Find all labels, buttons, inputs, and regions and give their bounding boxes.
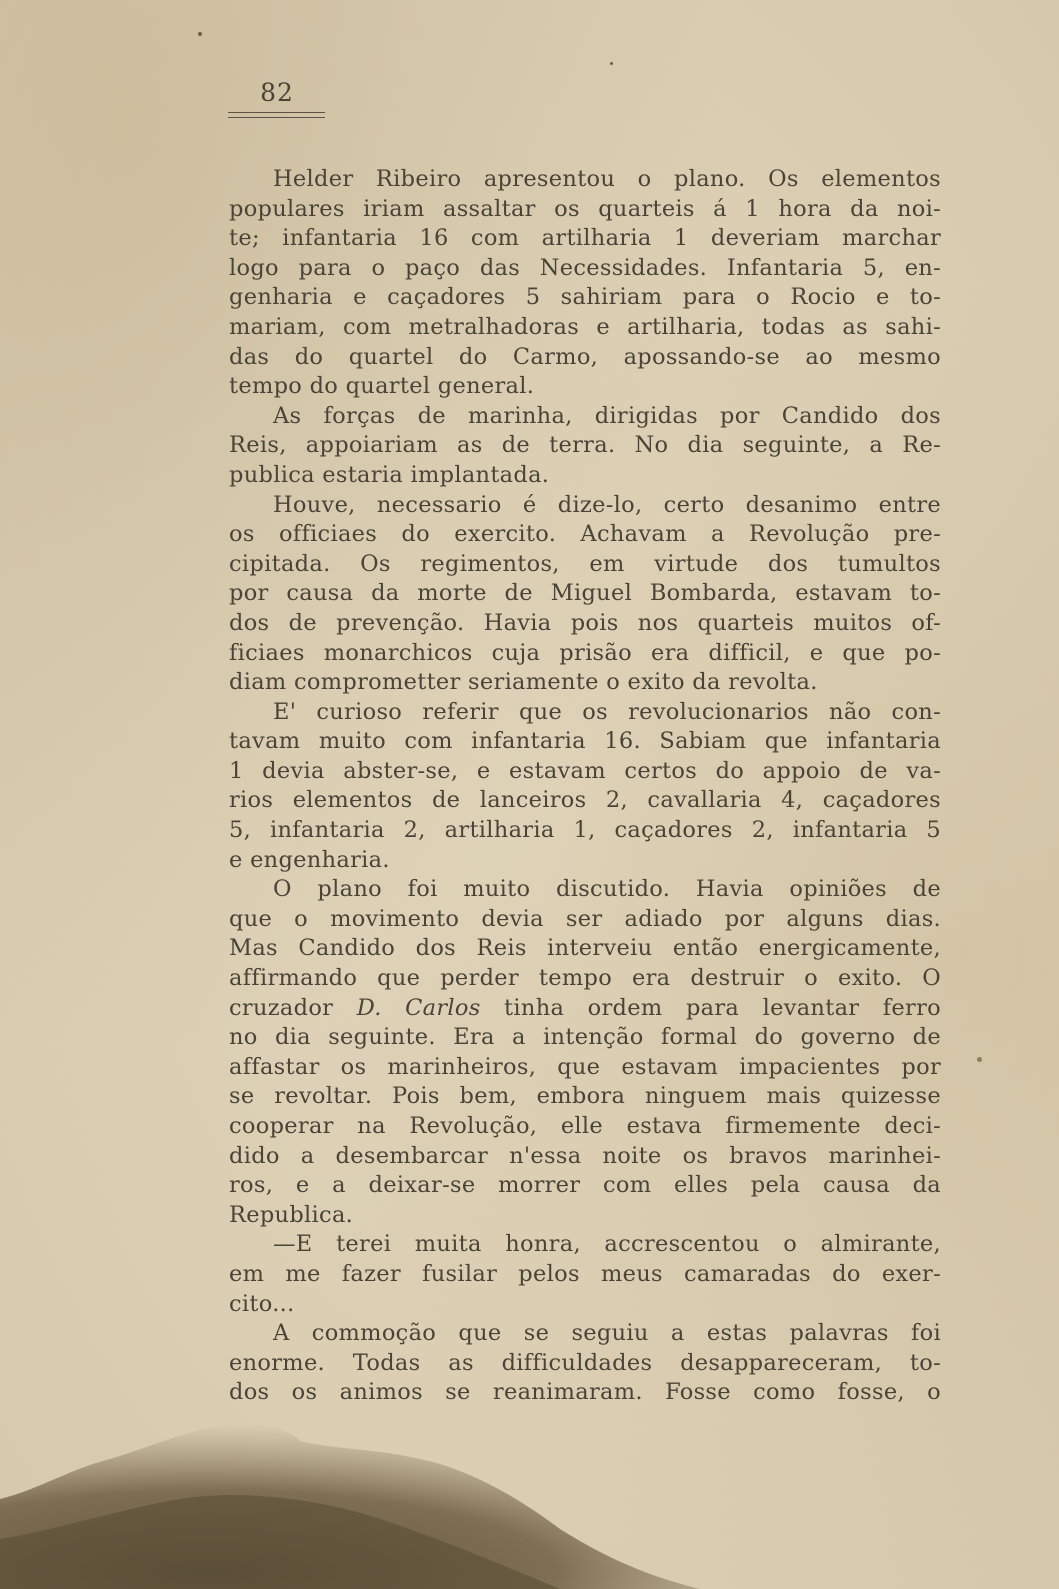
text-line: 1 devia abster-se, e estavam certos do appoio de va- <box>229 757 941 784</box>
text-line: dido a desembarcar n'essa noite os bravos marinhei- <box>229 1142 941 1169</box>
text-line: genharia e caçadores 5 sahiriam para o Rocio e to- <box>229 284 941 311</box>
text-line: tempo do quartel general. <box>229 373 535 400</box>
text-line: logo para o paço das Necessidades. Infantaria 5, en- <box>229 254 941 281</box>
text-line <box>229 994 941 1024</box>
ink-speck <box>977 1057 982 1062</box>
text-line: cito... <box>229 1290 295 1317</box>
text-line: cooperar na Revolução, elle estava firmemente deci- <box>229 1113 941 1139</box>
text-line: enorme. Todas as difficuldades desappareceram, to- <box>229 1349 941 1376</box>
text-line: que o movimento devia ser adiado por alguns dias. <box>229 905 941 932</box>
text-line: affirmando que perder tempo era destruir o exito. O <box>229 965 941 992</box>
text-line: Reis, appoiariam as de terra. No dia seguinte, a Re- <box>229 432 941 459</box>
ink-speck <box>198 32 202 36</box>
text-line: se revoltar. Pois bem, embora ninguem mais quizesse <box>229 1083 941 1110</box>
water-stain <box>0 1389 700 1589</box>
text-line: publica estaria implantada. <box>229 461 550 488</box>
text-line: Houve, necessario é dize-lo, certo desanimo entre <box>273 491 941 518</box>
text-line: em me fazer fusilar pelos meus camaradas do exer- <box>229 1260 941 1287</box>
ship-name: D. Carlos <box>356 994 481 1021</box>
text-line: Helder Ribeiro apresentou o plano. Os elementos <box>273 166 941 192</box>
text-line-segment: tinha ordem para levantar ferro <box>480 994 941 1021</box>
text-line: dos de prevenção. Havia pois nos quarteis muitos of- <box>229 609 941 636</box>
text-line: rios elementos de lanceiros 2, cavallaria 4, caçadores <box>229 787 941 814</box>
text-line: Mas Candido dos Reis interveiu então energicamente, <box>229 935 941 962</box>
page-number: 82 <box>260 78 294 107</box>
ink-speck <box>610 62 613 65</box>
text-line: affastar os marinheiros, que estavam impacientes por <box>229 1053 941 1080</box>
text-line: das do quartel do Carmo, apossando-se ao mesmo <box>229 343 941 370</box>
text-line: por causa da morte de Miguel Bombarda, estavam to- <box>229 580 941 607</box>
text-line: As forças de marinha, dirigidas por Candido dos <box>273 402 941 429</box>
text-line: tavam muito com infantaria 16. Sabiam que infantaria <box>229 728 941 755</box>
body-text <box>229 165 941 1408</box>
text-line: O plano foi muito discutido. Havia opiniões de <box>273 876 941 903</box>
text-line: diam comprometter seriamente o exito da revolta. <box>229 669 818 696</box>
text-line: ros, e a deixar-se morrer com elles pela causa da <box>229 1172 941 1199</box>
text-line: A commoção que se seguiu a estas palavras foi <box>273 1320 941 1347</box>
page-number-rule <box>228 112 325 118</box>
text-line: te; infantaria 16 com artilharia 1 deveriam marchar <box>229 225 941 252</box>
text-line: E' curioso referir que os revolucionarios não con- <box>273 698 941 725</box>
text-line: ficiaes monarchicos cuja prisão era difficil, e que po- <box>229 639 941 666</box>
text-line: no dia seguinte. Era a intenção formal do governo de <box>229 1024 941 1051</box>
text-line: cipitada. Os regimentos, em virtude dos tumultos <box>229 550 941 577</box>
text-line: 5, infantaria 2, artilharia 1, caçadores 2, infantaria 5 <box>229 817 941 844</box>
text-line: dos os animos se reanimaram. Fosse como fosse, o <box>229 1379 941 1406</box>
text-line: mariam, com metralhadoras e artilharia, todas as sahi- <box>229 313 941 340</box>
text-line: Republica. <box>229 1201 354 1228</box>
text-line: —E terei muita honra, accrescentou o almirante, <box>273 1231 941 1258</box>
text-line: e engenharia. <box>229 846 390 873</box>
text-line: os officiaes do exercito. Achavam a Revolução pre- <box>229 521 941 548</box>
text-line-segment: cruzador <box>229 994 357 1021</box>
text-line: populares iriam assaltar os quarteis á 1 hora da noi- <box>229 195 941 222</box>
